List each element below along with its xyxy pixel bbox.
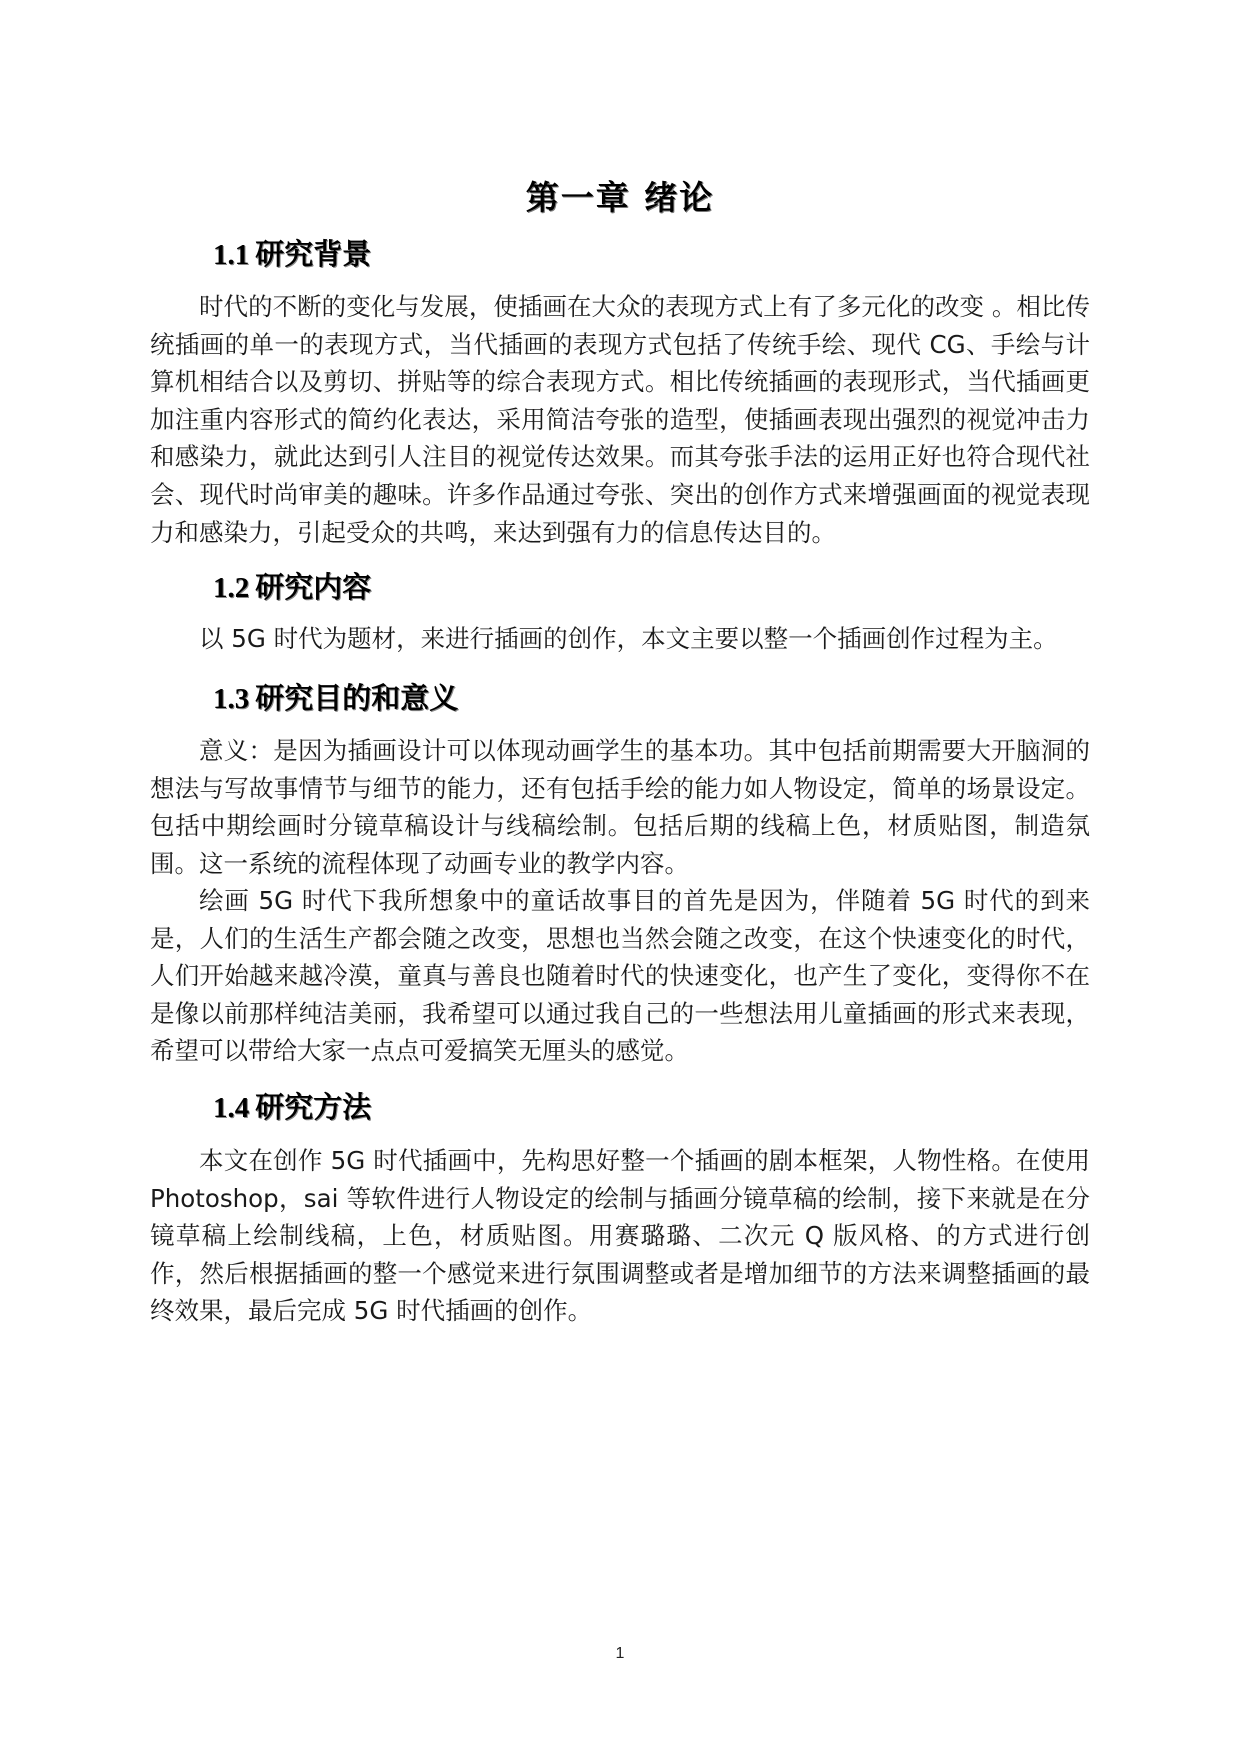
section-number: 1.1 (213, 239, 250, 271)
section-number: 1.2 (213, 572, 250, 604)
section-title: 研究方法 (255, 1090, 372, 1124)
chapter-title: 第一章 绪论 (525, 178, 715, 217)
section-heading-1-1 (213, 232, 371, 273)
page-number: 1 (615, 1645, 625, 1662)
paragraph-background: 时代的不断的变化与发展，使插画在大众的表现方式上有了多元化的改变 。相比传统插画的单一的表现方式，当代插画的表现方式包括了传统手绘、现代 CG、手绘与计算机相结合以及剪切、拼贴等的综合表现方式。相比传统插画的表现形式，当代插画更加注重内容形式的简约化表达，采用简洁夸张的造型，使插画表现出强烈的视觉冲击力和感染力，就此达到引人注目的视觉传达效果。而其夸张手法的运用正好也符合现代社会、现代时尚审美的趣味。许多作品通过夸张、突出的创作方式来增强画面的视觉表现力和感染力，引起受众的共鸣，来达到强有力的信息传达目的。 (150, 292, 1090, 547)
section-number: 1.3 (213, 683, 250, 715)
section-heading-1-4 (213, 1085, 371, 1126)
section-heading-1-3 (213, 676, 458, 717)
paragraph-method: 本文在创作 5G 时代插画中，先构思好整一个插画的剧本框架，人物性格。在使用 Photoshop，sai 等软件进行人物设定的绘制与插画分镜草稿的绘制，接下来就是在分镜草稿上绘制线稿，上色，材质贴图。用赛璐璐、二次元 Q 版风格、的方式进行创作，然后根据插画的整一个感觉来进行氛围调整或者是增加细节的方法来调整插画的最终效果，最后完成 5G 时代插画的创作。 (150, 1146, 1090, 1326)
section-title: 研究背景 (255, 237, 372, 271)
section-heading-1-2 (213, 565, 371, 606)
paragraph-content: 以 5G 时代为题材，来进行插画的创作，本文主要以整一个插画创作过程为主。 (199, 624, 1058, 653)
section-number: 1.4 (213, 1092, 250, 1124)
section-title: 研究内容 (255, 570, 372, 604)
section-title: 研究目的和意义 (255, 681, 459, 715)
paragraph-significance: 意义：是因为插画设计可以体现动画学生的基本功。其中包括前期需要大开脑洞的想法与写故事情节与细节的能力，还有包括手绘的能力如人物设定，简单的场景设定。包括中期绘画时分镜草稿设计与线稿绘制。包括后期的线稿上色，材质贴图，制造氛围。这一系统的流程体现了动画专业的教学内容。 (150, 736, 1090, 878)
paragraph-purpose: 绘画 5G 时代下我所想象中的童话故事目的首先是因为，伴随着 5G 时代的到来是，人们的生活生产都会随之改变，思想也当然会随之改变，在这个快速变化的时代，人们开始越来越冷漠，童真与善良也随着时代的快速变化，也产生了变化，变得你不在是像以前那样纯洁美丽，我希望可以通过我自己的一些想法用儿童插画的形式来表现，希望可以带给大家一点点可爱搞笑无厘头的感觉。 (150, 886, 1090, 1066)
